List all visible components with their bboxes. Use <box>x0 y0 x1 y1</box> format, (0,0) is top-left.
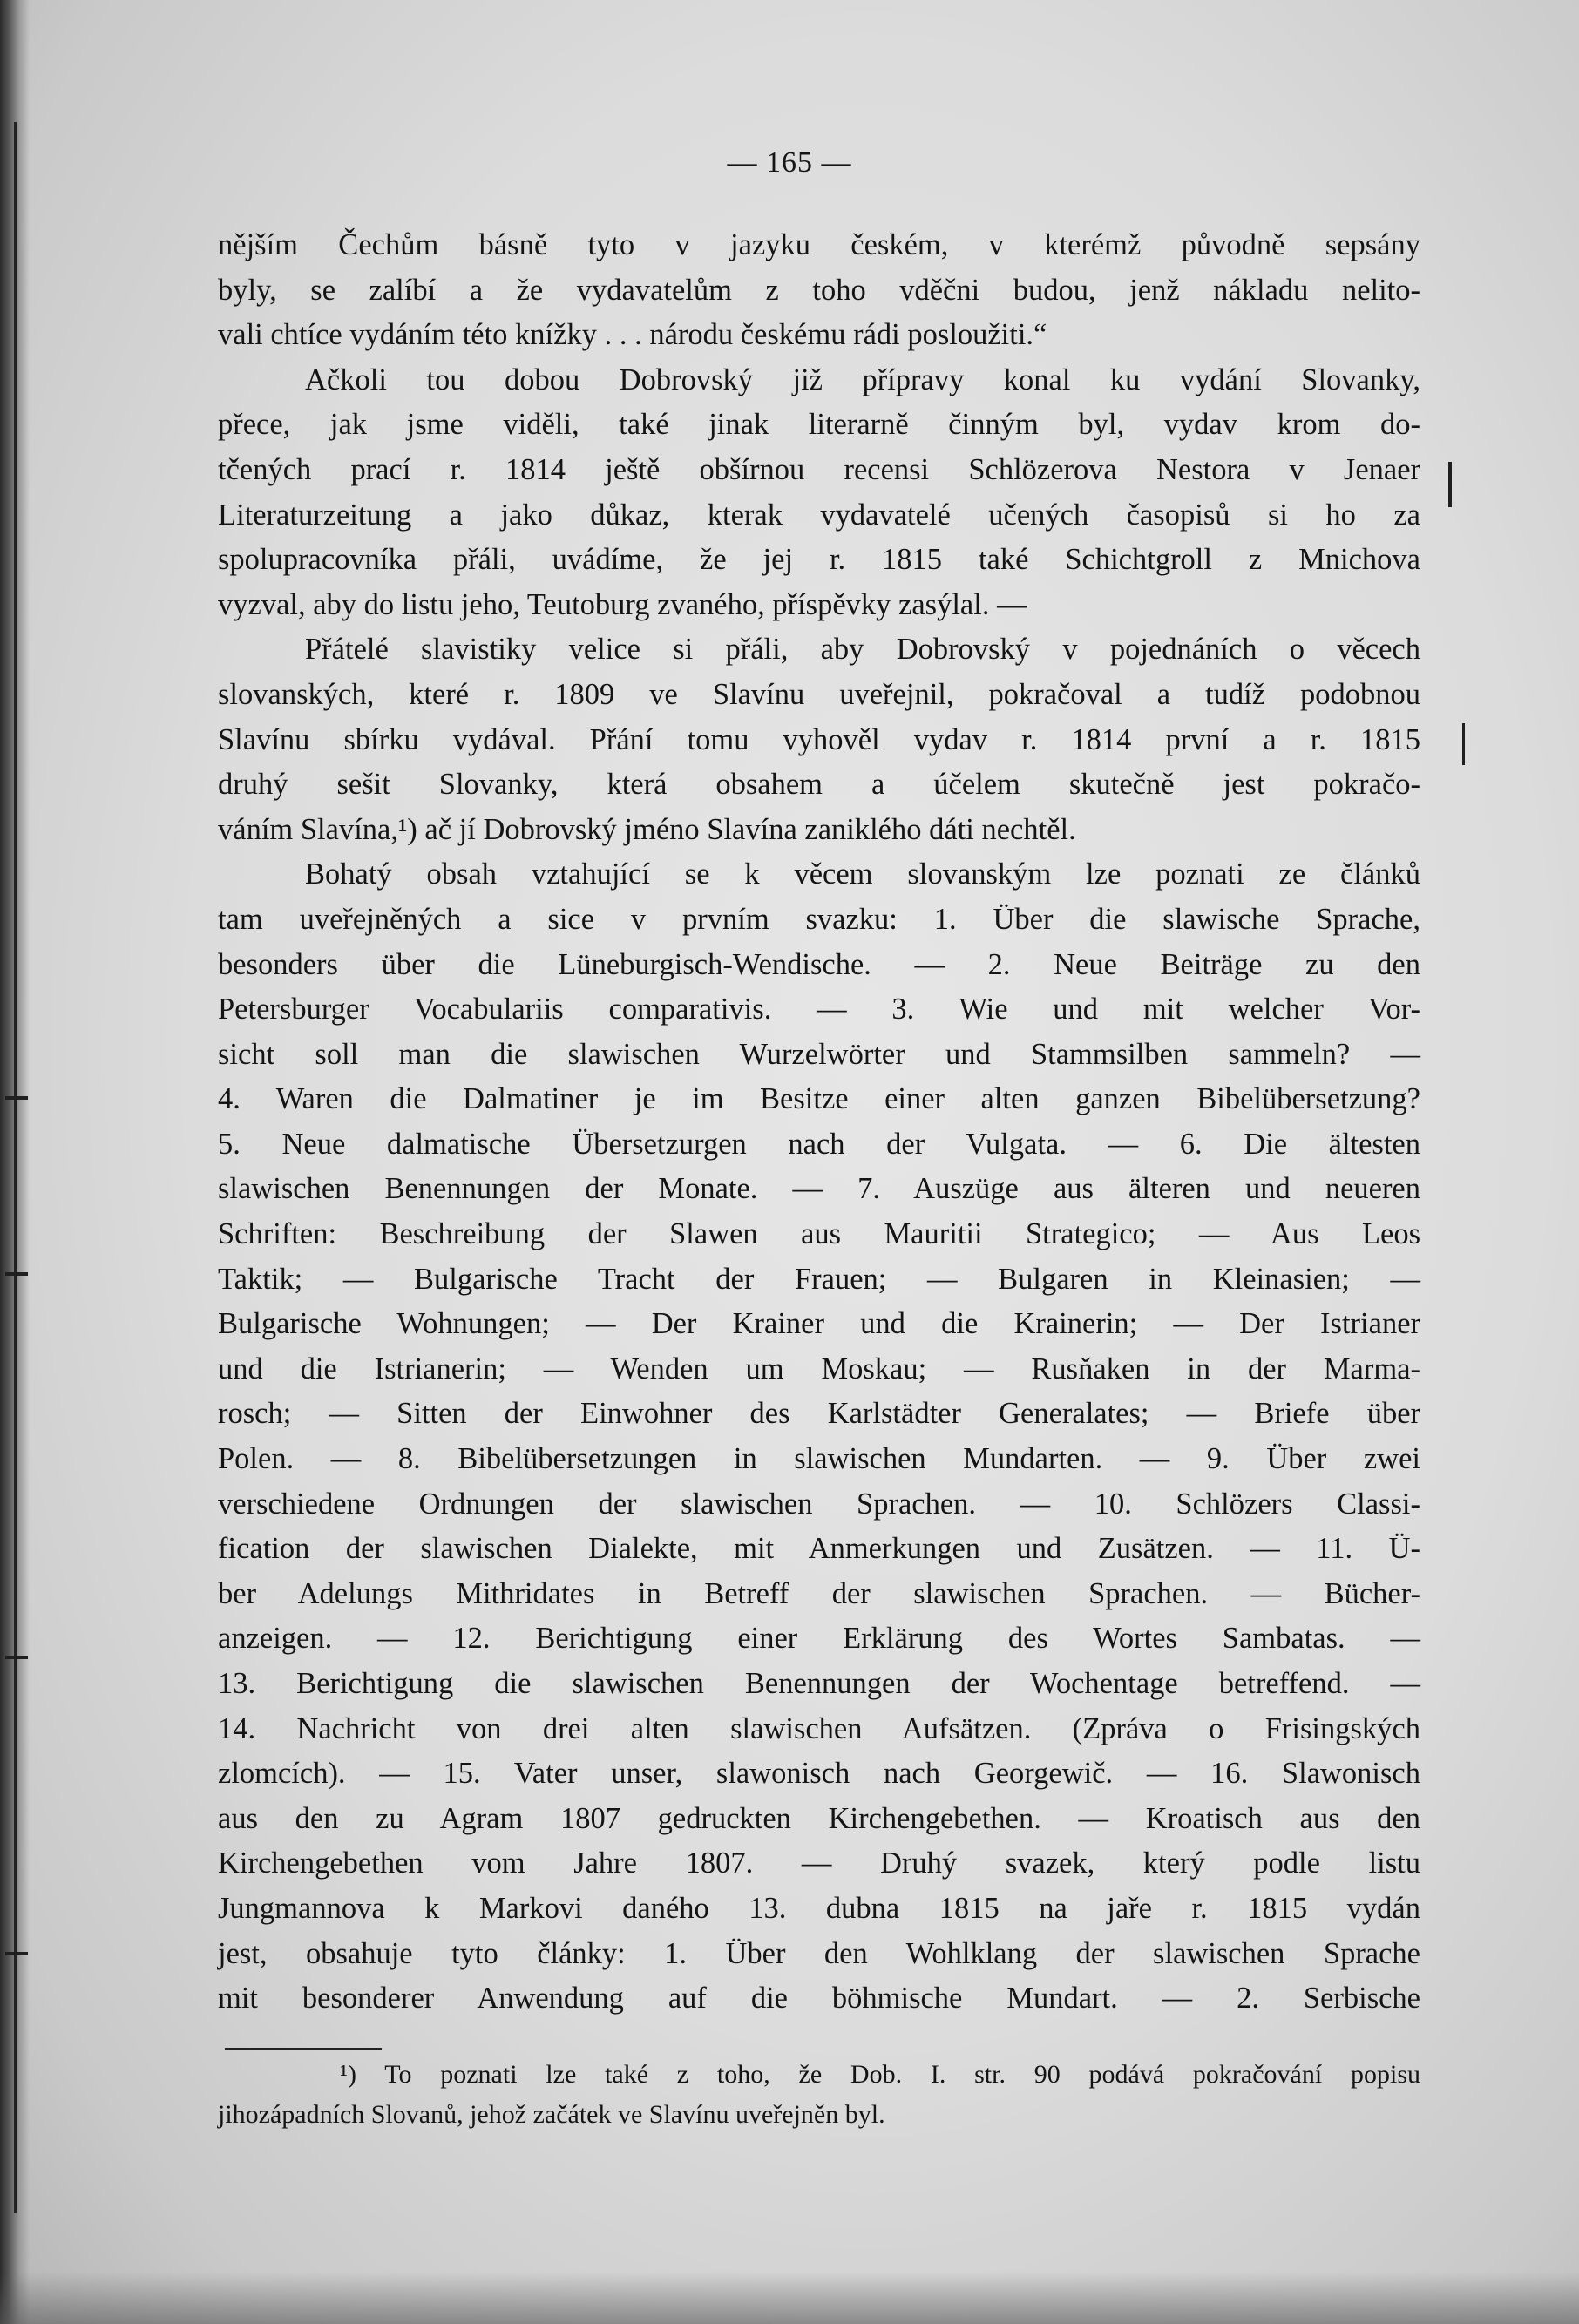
margin-mark <box>5 1656 28 1659</box>
text-line: zlomcích). — 15. Vater unser, slawonisch nach Georgewič. — 16. Slawonisch <box>218 1757 1420 1791</box>
text-line: mit besonderer Anwendung auf die böhmische Mundart. — 2. Serbische <box>218 1982 1420 2016</box>
text-line: tčených prací r. 1814 ještě obšírnou recensi Schlözerova Nestora v Jenaer <box>218 452 1420 486</box>
text-line: Schriften: Beschreibung der Slawen aus Mauritii Strategico; — Aus Leos <box>218 1217 1420 1251</box>
text-line: váním Slavína,¹) ač jí Dobrovský jméno Slavína zaniklého dáti nechtěl. <box>218 812 1076 846</box>
text-line: Bulgarische Wohnungen; — Der Krainer und die Krainerin; — Der Istrianer <box>218 1307 1420 1341</box>
text-line: slawischen Benennungen der Monate. — 7. Auszüge aus älteren und neueren <box>218 1172 1420 1206</box>
text-line: fication der slawischen Dialekte, mit Anmerkungen und Zusätzen. — 11. Ü- <box>218 1532 1420 1566</box>
footnote-line: ¹) To poznati lze také z toho, že Dob. I. str. 90 podává pokračování popisu <box>340 2060 1420 2089</box>
text-line: sicht soll man die slawischen Wurzelwörter und Stammsilben sammeln? — <box>218 1037 1420 1071</box>
text-line: vyzval, aby do listu jeho, Teutoburg zvaného, příspěvky zasýlal. — <box>218 587 1027 621</box>
footnote-separator <box>225 2048 382 2050</box>
text-line: ber Adelungs Mithridates in Betreff der slawischen Sprachen. — Bücher- <box>218 1576 1420 1610</box>
footnote-line: jihozápadních Slovanů, jehož začátek ve Slavínu uveřejněn byl. <box>218 2100 885 2129</box>
margin-mark <box>1462 723 1465 765</box>
body-text <box>218 223 1420 2022</box>
text-line: 14. Nachricht von drei alten slawischen Aufsätzen. (Zpráva o Frisingských <box>218 1711 1420 1745</box>
text-line: Slavínu sbírku vydával. Přání tomu vyhověl vydav r. 1814 první a r. 1815 <box>218 722 1420 756</box>
text-line: Petersburger Vocabulariis comparativis. — 3. Wie und mit welcher Vor- <box>218 993 1420 1026</box>
text-line: 13. Berichtigung die slawischen Benennungen der Wochentage betreffend. — <box>218 1667 1420 1700</box>
text-line: 4. Waren die Dalmatiner je im Besitze einer alten ganzen Bibelübersetzung? <box>218 1082 1420 1116</box>
text-line: Taktik; — Bulgarische Tracht der Frauen; — Bulgaren in Kleinasien; — <box>218 1262 1420 1296</box>
text-line: 5. Neue dalmatische Übersetzurgen nach der Vulgata. — 6. Die ältesten <box>218 1127 1420 1161</box>
text-line: druhý sešit Slovanky, která obsahem a účelem skutečně jest pokračo- <box>218 768 1420 802</box>
text-line: nějším Čechům básně tyto v jazyku českém, v kterémž původně sepsány <box>218 228 1420 261</box>
text-line: slovanských, které r. 1809 ve Slavínu uveřejnil, pokračoval a tudíž podobnou <box>218 677 1420 711</box>
text-line: Jungmannova k Markovi daného 13. dubna 1815 na jaře r. 1815 vydán <box>218 1891 1420 1925</box>
footnotes <box>218 2055 1420 2135</box>
margin-mark <box>5 1952 28 1955</box>
text-line: Polen. — 8. Bibelübersetzungen in slawischen Mundarten. — 9. Über zwei <box>218 1442 1420 1476</box>
page-number: — 165 — <box>727 146 852 179</box>
text-line: Kirchengebethen vom Jahre 1807. — Druhý svazek, který podle listu <box>218 1846 1420 1880</box>
text-line: spolupracovníka přáli, uvádíme, že jej r. 1815 také Schichtgroll z Mnichova <box>218 543 1420 577</box>
text-line: Přátelé slavistiky velice si přáli, aby Dobrovský v pojednáních o věcech <box>305 633 1420 667</box>
text-line: přece, jak jsme viděli, také jinak literarně činným byl, vydav krom do- <box>218 408 1420 442</box>
text-line: anzeigen. — 12. Berichtigung einer Erklärung des Wortes Sambatas. — <box>218 1622 1420 1656</box>
page-bottom-shadow <box>0 2272 1579 2324</box>
text-line: verschiedene Ordnungen der slawischen Sprachen. — 10. Schlözers Classi- <box>218 1487 1420 1521</box>
text-line: Ačkoli tou dobou Dobrovský již přípravy konal ku vydání Slovanky, <box>305 362 1420 396</box>
text-line: besonders über die Lüneburgisch-Wendische. — 2. Neue Beiträge zu den <box>218 947 1420 981</box>
margin-mark <box>5 1096 28 1100</box>
margin-mark <box>1448 462 1452 507</box>
text-line: aus den zu Agram 1807 gedruckten Kirchengebethen. — Kroatisch aus den <box>218 1801 1420 1835</box>
text-line: vali chtíce vydáním této knížky . . . národu českému rádi posloužiti.“ <box>218 318 1047 352</box>
binding-edge-line <box>14 122 17 2213</box>
text-line: rosch; — Sitten der Einwohner des Karlstädter Generalates; — Briefe über <box>218 1397 1420 1431</box>
text-line: byly, se zalíbí a že vydavatelům z toho vděčni budou, jenž nákladu nelito- <box>218 273 1420 307</box>
text-line: und die Istrianerin; — Wenden um Moskau; — Rusňaken in der Marma- <box>218 1352 1420 1386</box>
margin-mark <box>5 1272 28 1276</box>
text-line: jest, obsahuje tyto články: 1. Über den Wohlklang der slawischen Sprache <box>218 1936 1420 1970</box>
text-line: Literaturzeitung a jako důkaz, kterak vydavatelé učených časopisů si ho za <box>218 498 1420 532</box>
text-line: Bohatý obsah vztahující se k věcem slovanským lze poznati ze článků <box>305 857 1420 891</box>
text-line: tam uveřejněných a sice v prvním svazku: 1. Über die slawische Sprache, <box>218 902 1420 936</box>
